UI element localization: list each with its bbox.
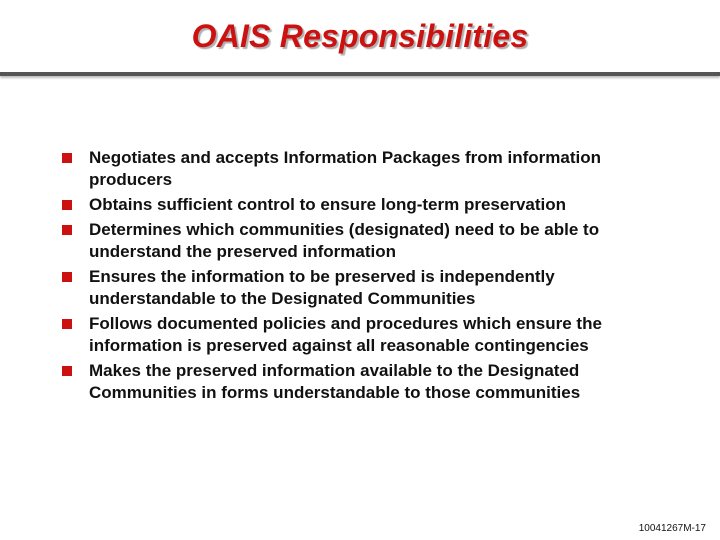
- square-bullet-icon: [62, 366, 72, 376]
- title-divider: [0, 72, 720, 76]
- square-bullet-icon: [62, 319, 72, 329]
- bullet-item: [62, 147, 682, 191]
- slide-title: OAIS Responsibilities: [191, 18, 529, 54]
- bullet-item: [62, 266, 682, 310]
- bullet-text: Obtains sufficient control to ensure long-term preservation: [89, 195, 567, 214]
- bullet-text: Determines which communities (designated) need to be able to understand the preserved information: [89, 220, 600, 261]
- square-bullet-icon: [62, 200, 72, 210]
- bullet-item: [62, 360, 682, 404]
- square-bullet-icon: [62, 153, 72, 163]
- bullet-item: [62, 194, 682, 216]
- bullet-list: [62, 147, 682, 407]
- bullet-text: Negotiates and accepts Information Packages from information producers: [89, 148, 602, 189]
- bullet-item: [62, 313, 682, 357]
- bullet-text: Follows documented policies and procedures which ensure the information is preserved against all reasonable contingencies: [89, 314, 602, 355]
- square-bullet-icon: [62, 272, 72, 282]
- square-bullet-icon: [62, 225, 72, 235]
- slide-id-footer: 10041267M-17: [638, 523, 706, 534]
- bullet-text: Makes the preserved information available to the Designated Communities in forms understandable to those communities: [89, 361, 581, 402]
- bullet-text: Ensures the information to be preserved is independently understandable to the Designated Communities: [89, 267, 555, 308]
- bullet-item: [62, 219, 682, 263]
